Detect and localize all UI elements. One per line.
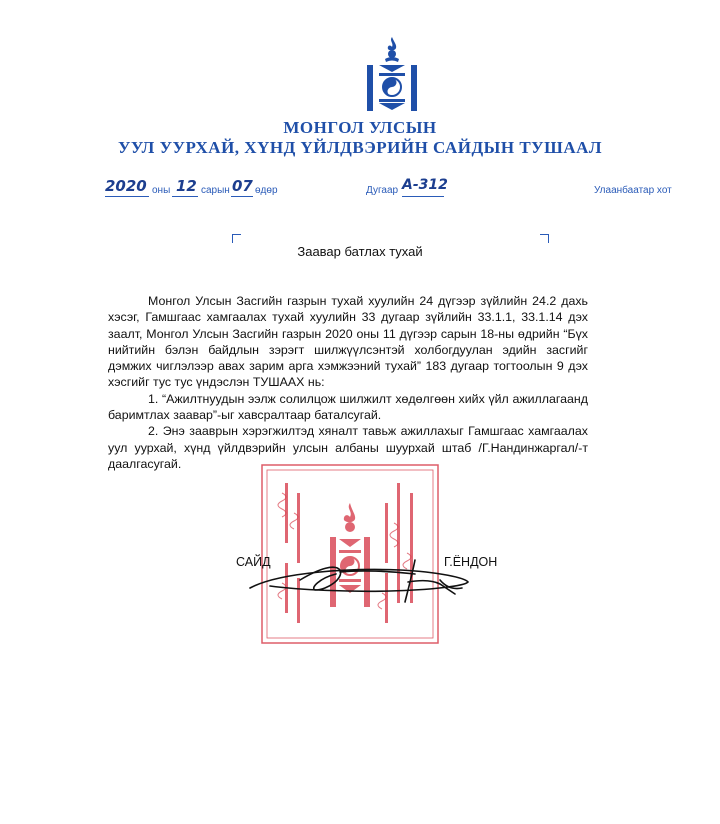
signature-title: САЙД xyxy=(236,555,271,569)
document-number: А-312 xyxy=(402,178,444,197)
subject-title: Заавар батлах тухай xyxy=(297,244,423,259)
body-intro: Монгол Улсын Засгийн газрын тухай хуулийн 24 дүгээр зүйлийн 24.2 дахь хэсэг, Гамшгаас хамгаалах тухай хуулийн 33 дугаар зүйлийн 33.1.1, 33.1.14 дэх заалт, Монгол Улсын Засгийн газрын 2020 оны 11 дүгээр сарын 18-ны өдрийн “Бүх нийтийн бэлэн байдлын зэрэгт шилжүүлсэнтэй холбогдуулан эдийн засгийг дэмжих чиглэлээр авах зарим арга хэмжээний тухай” 183 дугаар тогтоолын 9 дэх хэсгийг тус тус үндэслэн ТУШААХ нь: xyxy=(108,294,588,390)
header-line-1: МОНГОЛ УЛСЫН xyxy=(283,118,437,137)
date-year: 2020 xyxy=(105,178,149,197)
date-month: 12 xyxy=(172,178,198,197)
date-month-label: сарын xyxy=(201,185,230,196)
soyombo-emblem-icon xyxy=(363,35,421,115)
subject-corner-left xyxy=(232,234,241,243)
date-year-label: оны xyxy=(152,185,171,196)
date-day: 07 xyxy=(232,177,253,195)
handwritten-signature xyxy=(240,550,500,610)
header-line-2: УУЛ УУРХАЙ, ХҮНД ҮЙЛДВЭРИЙН САЙДЫН ТУШААЛ xyxy=(117,138,603,157)
signature-name: Г.ЁНДОН xyxy=(444,555,498,569)
city-label: Улаанбаатар хот xyxy=(594,185,672,196)
body-item-1: 1. “Ажилтнуудын ээлж солилцож шилжилт хөдөлгөөн хийх үйл ажиллагаанд баримтлах заавар”-ыг хавсралтаар баталсугай. xyxy=(108,391,588,423)
order-body xyxy=(108,293,588,472)
subject-corner-right xyxy=(540,234,549,243)
body-item-2: 2. Энэ зааврын хэрэгжилтэд хяналт тавьж ажиллахыг Гамшгаас хамгаалах уул уурхай, хүнд үйлдвэрийн улсын албаны шуурхай штаб /Г.Нандинжаргал/-т даалгасугай. xyxy=(108,424,588,471)
number-label: Дугаар xyxy=(366,185,399,196)
date-day-label: өдөр xyxy=(255,185,278,196)
